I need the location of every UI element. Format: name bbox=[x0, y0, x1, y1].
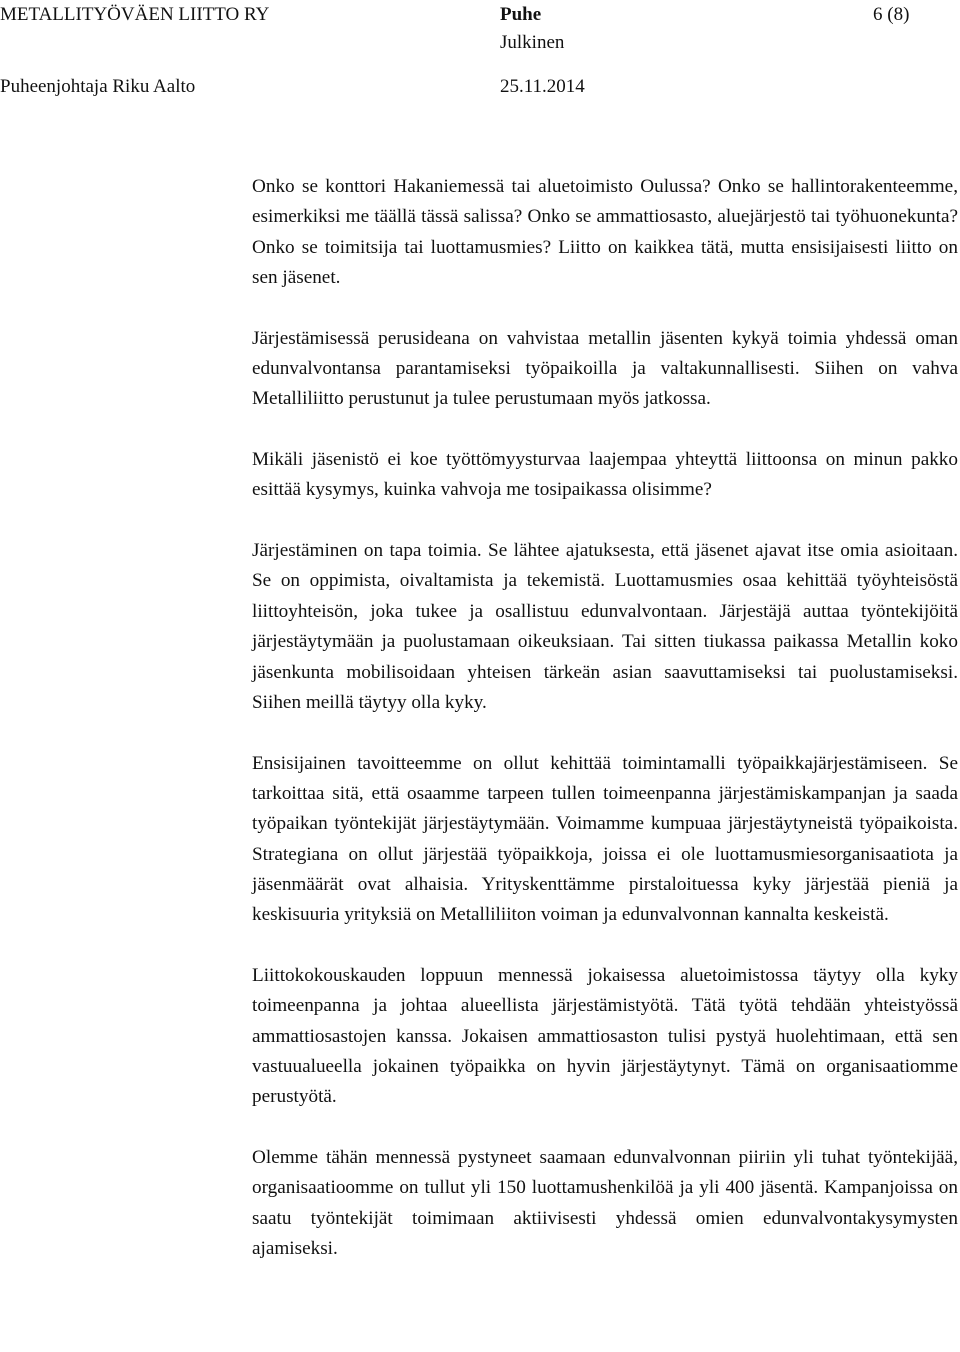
paragraph-2: Järjestämisessä perusideana on vahvistaa metallin jäsenten kykyä toimia yhdessä oman edunvalvontansa parantamiseksi työpaikoilla ja valtakunnallisesti. Siihen on vahva Metalliliitto perustunut ja tulee perustumaan myös jatkossa. bbox=[252, 327, 958, 410]
paragraph-6: Liittokokouskauden loppuun mennessä jokaisessa aluetoimistossa täytyy olla kyky toimeenpanna ja johtaa alueellista järjestämistyötä. Tätä työtä tehdään yhteistyössä ammattiosastojen kanssa. Jokaisen ammattiosaston tulisi pystyä huolehtimaan, että sen vastuualueella jokainen työpaikka on hyvin järjestäytynyt. Tämä on organisaatiomme perustyötä. bbox=[252, 964, 958, 1108]
document-classification: Julkinen bbox=[500, 32, 565, 53]
document-date: 25.11.2014 bbox=[500, 76, 585, 97]
paragraph-7: Olemme tähän mennessä pystyneet saamaan edunvalvonnan piiriin yli tuhat työntekijää, organisaatioomme on tullut yli 150 luottamushenkilöä ja yli 400 jäsentä. Kampanjoissa on saatu työntekijät toimimaan aktiivisesti yhdessä omien edunvalvontakysymysten ajamiseksi. bbox=[252, 1147, 958, 1260]
speaker-name: Puheenjohtaja Riku Aalto bbox=[0, 76, 196, 97]
paragraph-4: Järjestäminen on tapa toimia. Se lähtee ajatuksesta, että jäsenet ajavat itse omia asioitaan. Se on oppimista, oivaltamista ja tekemistä. Luottamusmies osaa kehittää työyhteisöstä liittoyhteisön, joka tukee ja osallistuu edunvalvontaan. Järjestäjä auttaa työntekijöitä järjestäytymään ja puolustamaan oikeuksiaan. Tai sitten tiukassa paikassa Metallin koko jäsenkunta mobilisoidaan yhteisen tärkeän asian saavuttamiseksi tai puolustamiseksi. Siihen meillä täytyy olla kyky. bbox=[252, 540, 958, 713]
page-number: 6 (8) bbox=[873, 4, 910, 25]
speech-body bbox=[252, 172, 958, 1264]
organization-name: METALLITYÖVÄEN LIITTO RY bbox=[0, 4, 270, 25]
paragraph-1: Onko se konttori Hakaniemessä tai aluetoimisto Oulussa? Onko se hallintorakenteemme, esimerkiksi me täällä tässä salissa? Onko se ammattiosasto, aluejärjestö tai työhuonekunta? Onko se toimitsija tai luottamusmies? Liitto on kaikkea tätä, mutta ensisijaisesti liitto on sen jäsenet. bbox=[252, 176, 958, 289]
paragraph-5: Ensisijainen tavoitteemme on ollut kehittää toimintamalli työpaikkajärjestämiseen. Se tarkoittaa sitä, että osaamme tarpeen tullen toimeenpanna järjestämiskampanjan ja saada työpaikan työntekijät järjestäytymään. Voimamme kumpuaa järjestäytyneistä työpaikoista. Strategiana on ollut järjestää työpaikkoja, joissa ei ole luottamusmiesorganisaatiota ja jäsenmäärät ovat alhaisia. Yrityskenttämme pirstaloituessa kyky järjestää pieniä ja keskisuuria yrityksiä on Metalliliiton voiman ja edunvalvonnan kannalta keskeistä. bbox=[252, 752, 958, 926]
paragraph-3: Mikäli jäsenistö ei koe työttömyysturvaa laajempaa yhteyttä liittoonsa on minun pakko esittää kysymys, kuinka vahvoja me tosipaikassa olisimme? bbox=[252, 449, 958, 501]
document-type: Puhe bbox=[500, 4, 542, 25]
